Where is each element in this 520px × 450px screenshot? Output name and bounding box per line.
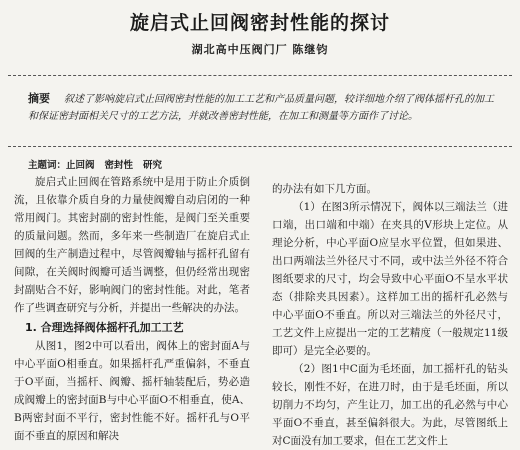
keyword-item: 密封性 (104, 160, 134, 171)
section-heading: 1. 合理选择阀体摇杆孔加工工艺 (25, 321, 184, 334)
top-divider (8, 75, 512, 76)
right-column (272, 180, 508, 450)
keyword-item: 止回阀 (66, 160, 95, 171)
keywords-label: 主题词： (28, 160, 67, 171)
abstract-label: 摘要 (28, 92, 50, 105)
bottom-divider (8, 146, 512, 147)
article-author: 湖北高中压阀门厂 陈继钧 (191, 43, 329, 56)
body-paragraph: （1）在图3所示情况下，阀体以三端法兰（进口端，出口端和中端）在夹具的V形块上定位。从理论分析，中心平面O应呈水平位置，但如果进、出口两端法兰外径尺寸不同，或中法兰外径不符合图纸要求的尺寸，均会导致中心平面O不呈水平状态（排除夹具因素）。这样加工出的摇杆孔必然与中心平面O不垂直。所以对三端法兰的外径尺寸，工艺文件上应提出一定的工艺精度（一般规定11级即可）是完全必要的。 (272, 201, 508, 357)
abstract-text: 叙述了影响旋启式止回阀密封性能的加工工艺和产品质量问题，较详细地介绍了阀体摇杆孔的加工和保证密封面相关尺寸的工艺方法，并就改善密封性能，在加工和测量等方面作了讨论。 (28, 94, 494, 122)
body-paragraph: 旋启式止回阀在管路系统中是用于防止介质倒流，且依靠介质自身的力量使阀瓣自动启闭的一种常用阀门。其密封副的密封性能，是阀门至关重要的质量问题。然而，多年来一些制造厂在旋启式止回阀的生产制造过程中，尽管阀瓣轴与摇杆孔留有间隙，在关阀时阀瓣可适当调整，但仍经常出现密封副贴合不好，影响阀门的密封性能。对此，笔者作了些调查研究与分析，并提出一些解决的办法。 (14, 176, 250, 314)
abstract (28, 90, 498, 125)
left-column (14, 173, 250, 445)
keyword-item: 研究 (143, 160, 163, 171)
article-title: 旋启式止回阀密封性能的探讨 (129, 12, 390, 34)
body-paragraph: 的办法有如下几方面。 (272, 183, 377, 195)
body-paragraph: 从图1，图2中可以看出，阀体上的密封面A与中心平面O相垂直。如果摇杆孔严重偏斜，不垂直于O平面，当摇杆、阀瓣、摇杆轴装配后，势必造成阀瓣上的密封面B与中心平面O不相垂直，使A、B两密封面不平行，密封性能不好。摇杆孔与O平面不垂直的原因和解决 (14, 340, 250, 442)
body-paragraph: （2）图1中C面为毛坯面，加工摇杆孔的钻头较长，刚性不好，在进刀时，由于是毛坯面，所以切削力不均匀，产生让刀，加工出的孔必然与中心平面O不垂直，甚至偏斜很大。为此，尽管图纸上对C面没有加工要求，但在工艺文件上 (272, 363, 508, 447)
keywords (28, 157, 328, 171)
